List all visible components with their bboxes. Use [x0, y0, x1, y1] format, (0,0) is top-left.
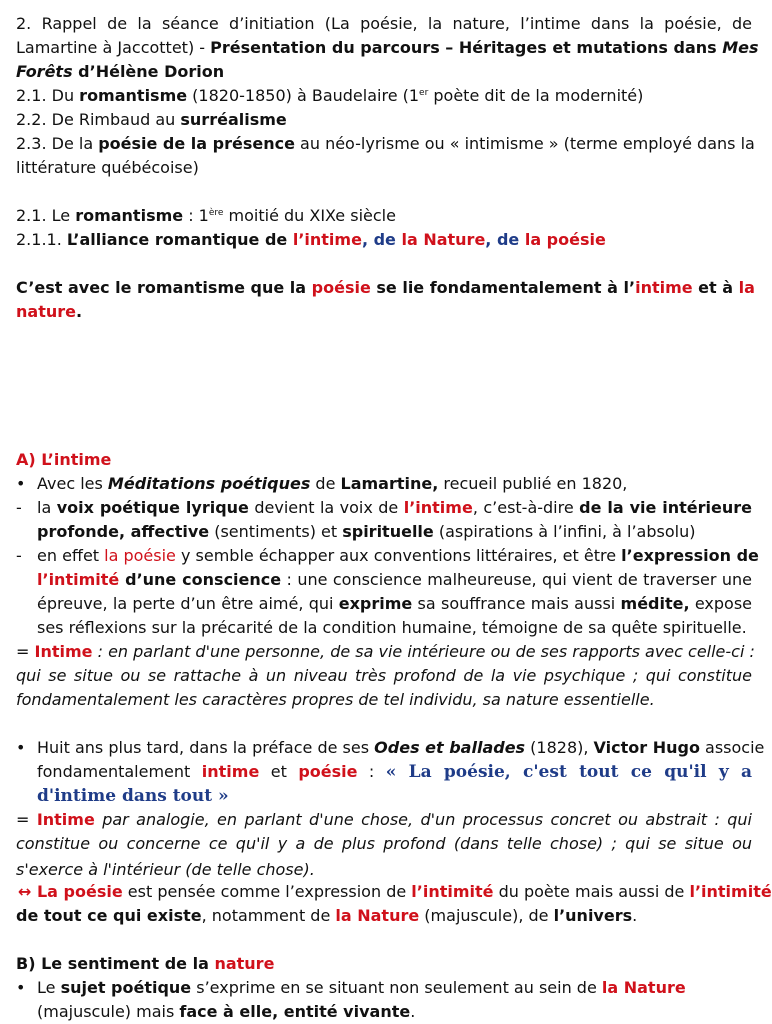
superscript: er [419, 88, 429, 98]
a-p3-line4 [37, 616, 747, 640]
dash: - [16, 546, 22, 565]
a-p3-line1 [37, 544, 759, 568]
text: 2.1.1. [16, 230, 67, 249]
intro-line2 [16, 300, 82, 324]
def1-line1 [16, 640, 755, 664]
text: Lamartine à Jaccottet) - [16, 38, 211, 57]
a-p3-line2 [37, 568, 752, 592]
b-p1-line1 [37, 976, 686, 1000]
text: l’expression de [621, 546, 759, 565]
text: d’Hélène Dorion [72, 62, 225, 81]
outline-2-3 [16, 132, 755, 156]
text: Lamartine, [340, 474, 439, 493]
text: par analogie, en parlant d'une chose, d'un processus concret ou abstrait : qui [94, 810, 752, 829]
text: , notamment de [201, 906, 336, 925]
text: , de [361, 230, 402, 249]
text: au néo-lyrisme ou « intimisme » (terme employé dans la [294, 134, 755, 153]
section2-line2 [16, 36, 759, 60]
text: (1828), [525, 738, 594, 757]
text: (majuscule), de [419, 906, 554, 925]
text: nature [16, 302, 76, 321]
def2-line2 [16, 832, 752, 856]
heading-b-nature [16, 952, 274, 976]
heading-2-1-1 [16, 228, 606, 252]
text: intime [201, 762, 260, 781]
text: spirituelle [342, 522, 434, 541]
outline-2-2 [16, 108, 287, 132]
text: littérature québécoise) [16, 158, 199, 177]
a-p4-line1 [37, 736, 765, 760]
text: fondamentalement les caractères propres de tel individu, sa nature essentielle. [16, 690, 655, 709]
text: C’est avec le romantisme que la [16, 278, 312, 297]
bullet: • [16, 474, 26, 493]
text: (majuscule) mais [37, 1002, 180, 1021]
text: s'exerce à l'intérieur (de telle chose). [16, 860, 315, 879]
text: sujet poétique [60, 978, 192, 997]
text: Forêts [16, 62, 73, 81]
text: de tout ce qui existe [16, 906, 202, 925]
superscript: ère [208, 208, 224, 218]
dash: - [16, 498, 22, 517]
text: Odes et ballades [374, 738, 526, 757]
text: poésie de la présence [98, 134, 295, 153]
text: devient la voix de [248, 498, 404, 517]
text: associe [699, 738, 765, 757]
def2-line1 [16, 808, 752, 832]
text: . [410, 1002, 416, 1021]
text: poète dit de la modernité) [428, 86, 644, 105]
text: de [310, 474, 341, 493]
text: exprime [338, 594, 413, 613]
bidirectional-arrow-icon: ↔ [18, 882, 37, 901]
text: Le [37, 978, 61, 997]
text: = [16, 642, 35, 661]
text: (1820-1850) à Baudelaire (1 [187, 86, 420, 105]
text: : 1 [183, 206, 209, 225]
text: recueil publié en 1820, [438, 474, 628, 493]
text: fondamentalement [37, 762, 202, 781]
a-p3-line3 [37, 592, 752, 616]
a-p4-line3 [37, 784, 229, 808]
section2-line3 [16, 60, 224, 84]
text: 2. Rappel de la séance d’initiation (La poésie, la nature, l’intime dans la poésie, de [16, 14, 752, 33]
text: L’alliance romantique de [66, 230, 293, 249]
text: constitue ou concerne ce qu'il y a de plus profond (dans telle chose) ; qui se situe ou [16, 834, 752, 853]
text: B) Le sentiment de la [16, 954, 215, 973]
text: la Nature [601, 978, 686, 997]
text: épreuve, la perte d’un être aimé, qui [37, 594, 339, 613]
conclusion-line1 [18, 880, 772, 904]
text: se lie fondamentalement à l’ [370, 278, 636, 297]
text-bold: Présentation du parcours – Héritages et mutations dans [210, 38, 723, 57]
text: et à [692, 278, 739, 297]
text: moitié du XIXe siècle [223, 206, 396, 225]
text: intime [635, 278, 693, 297]
text: La poésie [36, 882, 123, 901]
text: 2.1. Du [16, 86, 80, 105]
text: expose [689, 594, 752, 613]
hugo-quote: d'intime dans tout » [37, 786, 229, 806]
text: y semble échapper aux conventions littéraires, et être [175, 546, 622, 565]
text: . [75, 302, 83, 321]
text: face à elle, entité vivante [179, 1002, 411, 1021]
text: la [37, 498, 57, 517]
text: ses réflexions sur la précarité de la condition humaine, témoigne de sa quête spirituelle. [37, 618, 747, 637]
text: surréalisme [180, 110, 287, 129]
text: Intime [36, 810, 95, 829]
text: 2.3. De la [16, 134, 99, 153]
bullet: • [16, 978, 26, 997]
text: voix poétique lyrique [56, 498, 249, 517]
text: (aspirations à l’infini, à l’absolu) [433, 522, 696, 541]
text: du poète mais aussi de [493, 882, 690, 901]
conclusion-line2 [16, 904, 637, 928]
text: l’intimité [37, 570, 120, 589]
text: est pensée comme l’expression de [122, 882, 412, 901]
def1-line3 [16, 688, 655, 712]
text: Avec les [37, 474, 108, 493]
text: d’une conscience [119, 570, 282, 589]
text: l’intimité [689, 882, 772, 901]
a-p4-line2 [37, 760, 752, 784]
text: la [738, 278, 755, 297]
text: la Nature [335, 906, 420, 925]
text: qui se situe ou se rattache à un niveau très profond de la vie psychique ; qui constitue [16, 666, 752, 685]
text: , de [485, 230, 525, 249]
text: romantisme [75, 206, 184, 225]
text: l’intime [403, 498, 473, 517]
text: . [632, 906, 638, 925]
section2-line1 [16, 12, 752, 36]
def1-line2 [16, 664, 752, 688]
b-p1-line2 [37, 1000, 415, 1024]
text: poésie [311, 278, 371, 297]
text: Intime [34, 642, 93, 661]
text: en effet [37, 546, 105, 565]
def2-line3-clipped [16, 858, 768, 879]
text: l’intimité [411, 882, 494, 901]
text: la poésie [104, 546, 176, 565]
heading-2-1 [16, 204, 396, 228]
text: Huit ans plus tard, dans la préface de ses [37, 738, 375, 757]
heading-a-intime: A) L’intime [16, 450, 112, 469]
text: 2.1. Le [16, 206, 76, 225]
text: Victor Hugo [593, 738, 700, 757]
text: = [16, 810, 37, 829]
text: (sentiments) et [209, 522, 343, 541]
text: Méditations poétiques [107, 474, 311, 493]
text: la poésie [524, 230, 606, 249]
text: : en parlant d'une personne, de sa vie intérieure ou de ses rapports avec celle-ci : [92, 642, 755, 661]
text-bold-italic: Mes [722, 38, 759, 57]
text: sa souffrance mais aussi [412, 594, 621, 613]
text: : une conscience malheureuse, qui vient de traverser une [281, 570, 753, 589]
outline-2-3-cont [16, 156, 199, 180]
text: de la vie intérieure [579, 498, 753, 517]
text: médite, [620, 594, 690, 613]
text: 2.2. De Rimbaud au [16, 110, 181, 129]
outline-2-1 [16, 84, 643, 108]
hugo-quote: « La poésie, c'est tout ce qu'il y a [385, 762, 753, 782]
text: la Nature [401, 230, 486, 249]
text: et [259, 762, 299, 781]
text: , c’est-à-dire [472, 498, 580, 517]
text: l’univers [553, 906, 633, 925]
text: nature [214, 954, 275, 973]
intro-line1 [16, 276, 755, 300]
text: romantisme [79, 86, 188, 105]
bullet: • [16, 738, 26, 757]
a-p2-line1 [37, 496, 752, 520]
text: s’exprime en se situant non seulement au sein de [191, 978, 602, 997]
a-p1 [37, 472, 627, 496]
text: poésie [298, 762, 358, 781]
a-p2-line2 [37, 520, 695, 544]
text: profonde, affective [37, 522, 210, 541]
text: l’intime [292, 230, 362, 249]
text: : [357, 762, 386, 781]
